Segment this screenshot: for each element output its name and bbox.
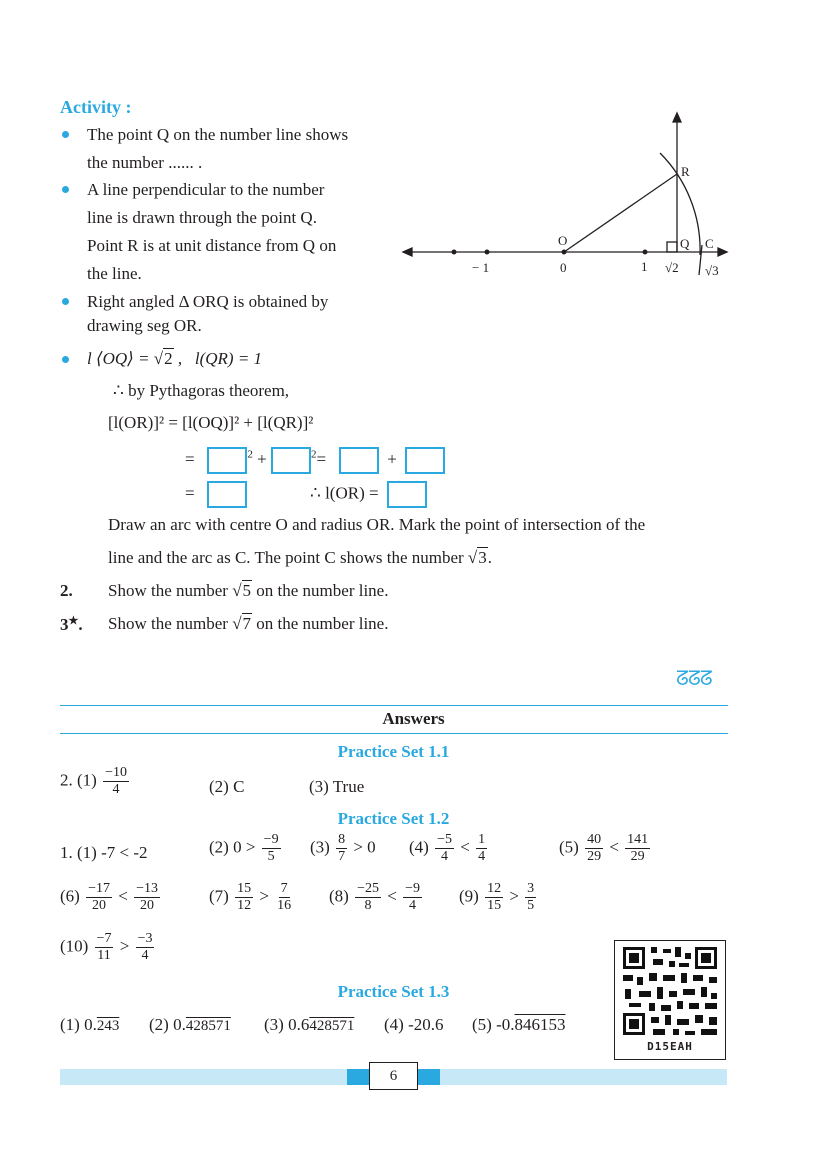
point bbox=[562, 250, 567, 255]
answer-item: (4) -20.6 bbox=[384, 1015, 444, 1034]
question-number: 3★. bbox=[60, 615, 83, 634]
qr-code-icon bbox=[615, 941, 725, 1041]
length-statement: l ⟨OQ⟩ = √2 , l(QR) = 1 bbox=[87, 349, 263, 368]
equation-line-1: [l(OR)]² = [l(OQ)]² + [l(QR)]² bbox=[108, 413, 314, 432]
answer-item: 2. (1) $\frac{-10}{4}$ bbox=[60, 765, 127, 798]
arc-instruction: Draw an arc with centre O and radius OR. Mark the point of intersection of the bbox=[108, 515, 646, 534]
answer-item: (7) $\frac{15}{12}$ > $\frac{7}{16}$ bbox=[209, 881, 292, 914]
activity-text: the line. bbox=[87, 264, 142, 283]
label-q: Q bbox=[680, 236, 690, 251]
segment-or bbox=[564, 174, 677, 252]
question-number: 2. bbox=[60, 581, 73, 600]
activity-text: the number ...... . bbox=[87, 153, 203, 172]
arrow-up-icon bbox=[673, 113, 681, 122]
arc-instruction: line and the arc as C. The point C shows the number √3. bbox=[108, 548, 493, 567]
pythagoras-line: ∴ by Pythagoras theorem, bbox=[113, 381, 290, 400]
answer-item: (5) $\frac{40}{29}$ < $\frac{141}{29}$ bbox=[559, 832, 649, 865]
length-or-result: ∴ l(OR) = bbox=[310, 481, 427, 508]
qr-code-caption: D15EAH bbox=[647, 1040, 693, 1053]
answer-item: (9) $\frac{12}{15}$ > $\frac{3}{5}$ bbox=[459, 881, 535, 914]
page-number: 6 bbox=[369, 1062, 418, 1090]
label-o: O bbox=[558, 233, 568, 248]
question-text: Show the number √5 on the number line. bbox=[108, 581, 389, 600]
bullet-icon bbox=[62, 131, 69, 138]
ornament: ᘔᘔᘔ bbox=[676, 666, 712, 690]
point bbox=[485, 250, 490, 255]
answer-item: (3) $\frac{8}{7}$ > 0 bbox=[310, 832, 376, 865]
answer-item: (3) 0.6428571 bbox=[264, 1015, 355, 1034]
answers-title: Answers bbox=[382, 709, 445, 728]
activity-text: line is drawn through the point Q. bbox=[87, 208, 317, 227]
answer-item: (10) $\frac{-7}{11}$ > $\frac{-3}{4}$ bbox=[60, 931, 153, 964]
tick-label: − 1 bbox=[472, 260, 490, 275]
answer-box[interactable] bbox=[271, 447, 311, 474]
practice-set-title: Practice Set 1.1 bbox=[337, 742, 450, 761]
bullet-icon bbox=[62, 356, 69, 363]
bullet-icon bbox=[62, 186, 69, 193]
footer-accent bbox=[347, 1069, 369, 1085]
answer-item: (6) $\frac{-17}{20}$ < $\frac{-13}{20}$ bbox=[60, 881, 158, 914]
divider bbox=[60, 705, 728, 706]
sqrt-five: √5 bbox=[232, 581, 252, 600]
answer-box[interactable] bbox=[339, 447, 379, 474]
sqrt-seven: √7 bbox=[232, 614, 252, 633]
label-r: R bbox=[681, 164, 690, 179]
sqrt-three: √3 bbox=[467, 548, 487, 567]
activity-text: A line perpendicular to the number bbox=[87, 180, 325, 199]
answer-item: (1) 0.243 bbox=[60, 1015, 120, 1034]
answer-item: (8) $\frac{-25}{8}$ < $\frac{-9}{4}$ bbox=[329, 881, 420, 914]
answer-item: (4) $\frac{-5}{4}$ < $\frac{1}{4}$ bbox=[409, 832, 486, 865]
number-line-diagram bbox=[395, 105, 735, 290]
tick-label: √3 bbox=[705, 263, 719, 278]
qr-code[interactable] bbox=[614, 940, 726, 1060]
activity-text: Point R is at unit distance from Q on bbox=[87, 236, 337, 255]
activity-text: Right angled Δ ORQ is obtained by bbox=[87, 292, 329, 311]
activity-heading: Activity : bbox=[60, 97, 132, 117]
bullet-icon bbox=[62, 298, 69, 305]
answer-box[interactable] bbox=[207, 481, 247, 508]
arrow-right-icon bbox=[718, 248, 727, 256]
practice-set-title: Practice Set 1.3 bbox=[337, 982, 450, 1001]
equation-line-2: = $^2$ + $^2$= + bbox=[185, 447, 445, 474]
length-oq: l ⟨OQ⟩ = bbox=[87, 349, 150, 368]
answer-item: (2) C bbox=[209, 777, 245, 796]
activity-text: The point Q on the number line shows bbox=[87, 125, 349, 144]
equation-line-3: = bbox=[185, 481, 247, 508]
answer-box[interactable] bbox=[405, 447, 445, 474]
answer-box[interactable] bbox=[207, 447, 247, 474]
point bbox=[452, 250, 457, 255]
answer-item: (5) -0.846153 bbox=[472, 1015, 566, 1034]
tick-label: 0 bbox=[560, 260, 567, 275]
answer-box[interactable] bbox=[387, 481, 427, 508]
answer-item: (2) 0.428571 bbox=[149, 1015, 231, 1034]
answer-item: 1. (1) -7 < -2 bbox=[60, 843, 148, 862]
answer-item: (2) 0 > $\frac{-9}{5}$ bbox=[209, 832, 279, 865]
sqrt-two: √2 bbox=[153, 349, 173, 368]
practice-set-title: Practice Set 1.2 bbox=[337, 809, 450, 828]
length-qr: l(QR) = 1 bbox=[194, 349, 263, 368]
arrow-left-icon bbox=[403, 248, 412, 256]
answer-item: (3) True bbox=[309, 777, 365, 796]
tick-label: √2 bbox=[665, 260, 679, 275]
divider bbox=[60, 733, 728, 734]
right-angle-mark bbox=[667, 242, 677, 252]
label-c: C bbox=[705, 236, 714, 251]
question-text: Show the number √7 on the number line. bbox=[108, 614, 389, 633]
tick-label: 1 bbox=[641, 259, 648, 274]
point bbox=[643, 250, 648, 255]
activity-text: drawing seg OR. bbox=[87, 316, 202, 335]
footer-accent bbox=[418, 1069, 440, 1085]
